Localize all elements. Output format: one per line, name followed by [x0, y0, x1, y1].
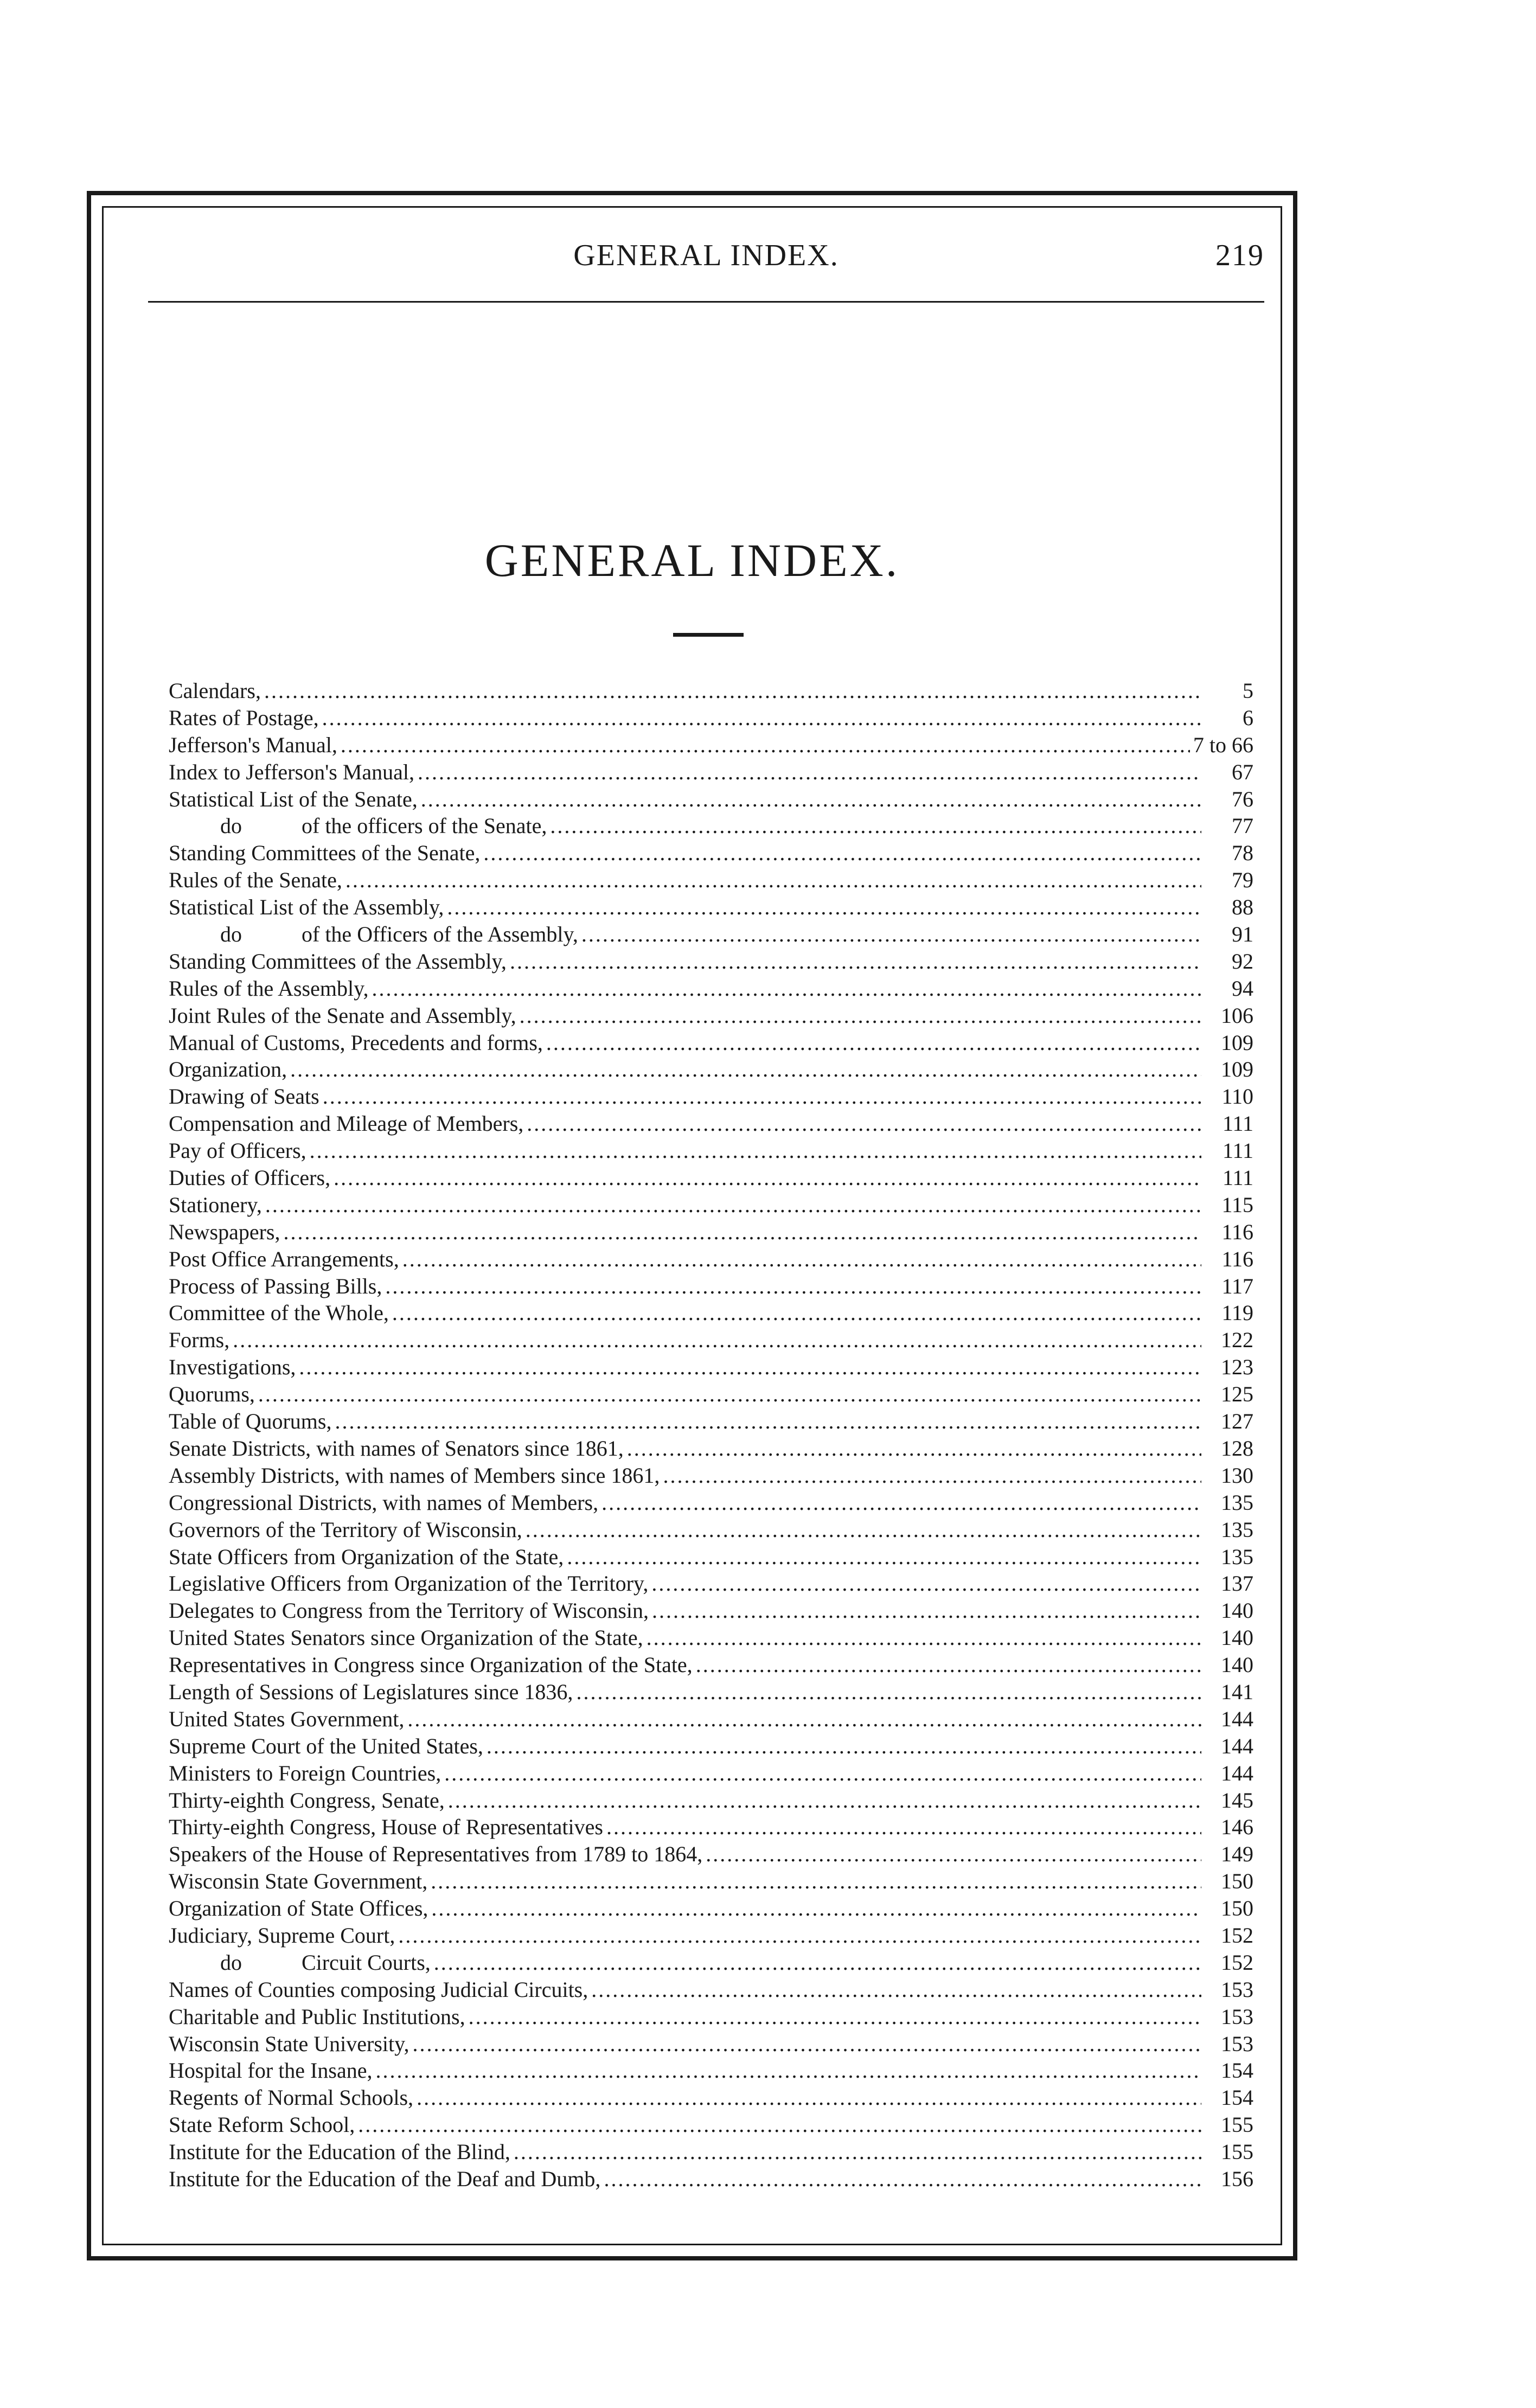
index-entry: [169, 1462, 1253, 1489]
index-entry-page: 140: [1221, 1625, 1253, 1650]
index-entry: [169, 1489, 1253, 1516]
index-entry-page: 135: [1221, 1544, 1253, 1569]
index-entry-label: [169, 1137, 306, 1164]
index-entry-label: [169, 2111, 355, 2138]
index-entry-label: [169, 1327, 229, 1354]
index-entry-label: [169, 2031, 409, 2058]
index-entry: [169, 786, 1253, 813]
index-entry-label-text: Governors of the Territory of Wisconsin,: [169, 1517, 522, 1542]
index-entry: [169, 921, 1253, 948]
index-entry-label-text: Standing Committees of the Assembly,: [169, 949, 507, 974]
index-entry-label-text: Length of Sessions of Legislatures since 1836,: [169, 1679, 573, 1704]
index-entry-label-text: Statistical List of the Senate,: [169, 786, 418, 811]
index-entry-label: [169, 705, 319, 732]
index-entry-label-text: Standing Committees of the Senate,: [169, 841, 481, 866]
index-entry-label: [169, 786, 418, 813]
index-entry-label: [169, 1976, 588, 2003]
index-entry-page: 144: [1221, 1760, 1253, 1785]
index-entry-label-text: Manual of Customs, Precedents and forms,: [169, 1030, 543, 1055]
index-entry: [169, 1624, 1253, 1651]
dot-leader: [576, 1679, 1201, 1706]
dot-leader: [421, 786, 1201, 813]
index-entry-label: [169, 975, 369, 1002]
index-entry: [169, 812, 1253, 840]
index-entry-label-text: Statistical List of the Assembly,: [169, 895, 444, 920]
index-entry-label-text: Table of Quorums,: [169, 1409, 332, 1434]
dot-leader: [264, 677, 1201, 705]
index-entry-label: [169, 1056, 287, 1083]
dot-leader: [431, 1868, 1201, 1895]
index-entry-label: [169, 1544, 564, 1571]
index-entry-page: 155: [1221, 2140, 1253, 2164]
index-entry: [169, 759, 1253, 786]
index-entry-label-text: of the officers of the Senate,: [302, 814, 547, 838]
index-entry-page: 140: [1221, 1598, 1253, 1623]
index-entry-page: 154: [1221, 2058, 1253, 2083]
index-entry: [169, 975, 1253, 1002]
index-entry-label: [169, 2084, 413, 2111]
index-entry-page: 155: [1221, 2112, 1253, 2137]
index-entry-page: 135: [1221, 1490, 1253, 1515]
index-entry-label-text: Index to Jefferson's Manual,: [169, 759, 415, 784]
index-entry-page: 152: [1221, 1950, 1253, 1975]
dot-leader: [696, 1651, 1201, 1679]
index-entry-page: 111: [1222, 1111, 1253, 1136]
dot-leader: [265, 1192, 1201, 1219]
index-entry-page: 111: [1222, 1165, 1253, 1190]
index-entry-label: [169, 1489, 598, 1516]
index-entry-label: [169, 1922, 395, 1949]
index-entry: [169, 894, 1253, 921]
index-entry-label-text: Ministers to Foreign Countries,: [169, 1760, 441, 1785]
index-entry: [169, 1056, 1253, 1083]
index-entry: [169, 840, 1253, 867]
index-entry: [169, 705, 1253, 732]
index-entry-label: [169, 1299, 389, 1327]
index-entry-label-text: of the Officers of the Assembly,: [302, 922, 578, 947]
index-entry-label-text: Thirty-eighth Congress, House of Representatives: [169, 1815, 603, 1840]
index-entry-page: 94: [1232, 976, 1253, 1001]
index-entry-page: 152: [1221, 1923, 1253, 1948]
page-border-inner: [102, 206, 1282, 2245]
index-entry-label-text: Investigations,: [169, 1355, 296, 1380]
dot-leader: [527, 1110, 1201, 1137]
index-entry-label-text: United States Senators since Organization of the State,: [169, 1625, 643, 1650]
index-entry: [169, 1706, 1253, 1733]
dot-leader: [372, 975, 1202, 1002]
index-entry-label: [169, 1002, 516, 1029]
dot-leader: [413, 2031, 1201, 2058]
index-entry: [169, 1570, 1253, 1597]
index-entry-ditto: do: [220, 1950, 242, 1975]
index-entry-page: 76: [1232, 786, 1253, 811]
dot-leader: [627, 1435, 1201, 1462]
dot-leader: [647, 1624, 1201, 1651]
index-entry-label: [169, 1787, 445, 1814]
dot-leader: [358, 2111, 1201, 2138]
index-entry: [169, 1192, 1253, 1219]
index-entry-label-text: United States Government,: [169, 1706, 405, 1731]
dot-leader: [310, 1137, 1201, 1164]
index-entry-label: [169, 1868, 427, 1895]
dot-leader: [487, 1733, 1201, 1760]
index-entry-page: 127: [1221, 1409, 1253, 1434]
dot-leader: [550, 812, 1201, 840]
dot-leader: [345, 867, 1201, 894]
index-entry-label: [169, 1192, 262, 1219]
dot-leader: [258, 1381, 1201, 1408]
index-entry-label: [169, 1597, 649, 1624]
page-border-outer: [87, 191, 1297, 2260]
index-entry: [169, 1002, 1253, 1029]
index-entry-page: 122: [1221, 1328, 1253, 1353]
index-entry: [169, 2057, 1253, 2084]
index-entry: [169, 1435, 1253, 1462]
dot-leader: [448, 1787, 1201, 1814]
index-entry-page: 106: [1221, 1003, 1253, 1028]
dot-leader: [398, 1922, 1201, 1949]
dot-leader: [567, 1544, 1201, 1571]
dot-leader: [651, 1570, 1201, 1597]
index-entry-label: [169, 1516, 522, 1544]
running-head: [148, 238, 1264, 287]
index-entry-label-text: Wisconsin State University,: [169, 2031, 409, 2056]
index-entry-label: [169, 948, 507, 975]
index-entry-page: 91: [1232, 922, 1253, 947]
index-entry: [169, 1841, 1253, 1868]
index-entry-page: 128: [1221, 1436, 1253, 1461]
index-entry-page: 109: [1221, 1030, 1253, 1055]
index-entry: [169, 1029, 1253, 1056]
index-entry-page: 119: [1221, 1301, 1253, 1325]
index-list: [169, 677, 1253, 2193]
index-entry-label: [169, 1679, 573, 1706]
index-entry-label-text: Joint Rules of the Senate and Assembly,: [169, 1003, 516, 1028]
index-entry-label-text: Rules of the Assembly,: [169, 976, 369, 1001]
index-entry-label-text: Charitable and Public Institutions,: [169, 2004, 465, 2029]
dot-leader: [290, 1056, 1201, 1083]
dot-leader: [546, 1029, 1201, 1056]
dot-leader: [392, 1299, 1201, 1327]
index-entry: [169, 1895, 1253, 1922]
index-entry-label: [169, 2166, 600, 2193]
index-entry-page: 153: [1221, 1977, 1253, 2002]
dot-leader: [341, 732, 1190, 759]
dot-leader: [581, 921, 1201, 948]
index-entry-label: [169, 1651, 693, 1679]
index-entry-label: [169, 1814, 603, 1841]
title-dash-rule: [673, 633, 744, 637]
dot-leader: [418, 759, 1201, 786]
index-entry-label-text: Post Office Arrangements,: [169, 1246, 399, 1271]
index-entry-label: [169, 1949, 431, 1976]
index-entry-page: 145: [1221, 1788, 1253, 1813]
index-entry-label: [169, 812, 547, 840]
index-entry-page: 6: [1243, 705, 1253, 730]
index-entry-page: 130: [1221, 1463, 1253, 1488]
index-entry-label: [169, 1164, 330, 1192]
dot-leader: [402, 1246, 1201, 1273]
index-entry: [169, 1760, 1253, 1787]
index-entry-label-text: Representatives in Congress since Organization of the State,: [169, 1653, 693, 1677]
index-entry: [169, 1273, 1253, 1300]
index-entry-label-text: Institute for the Education of the Deaf and Dumb,: [169, 2166, 601, 2191]
index-entry-label-text: Pay of Officers,: [169, 1138, 306, 1163]
index-entry: [169, 1787, 1253, 1814]
dot-leader: [334, 1164, 1201, 1192]
index-entry: [169, 677, 1253, 705]
index-entry-label: [169, 1841, 702, 1868]
index-entry-page: 115: [1221, 1192, 1253, 1217]
index-entry: [169, 1868, 1253, 1895]
index-entry-label: [169, 732, 337, 759]
index-entry: [169, 1083, 1253, 1110]
dot-leader: [606, 1814, 1201, 1841]
index-entry: [169, 2111, 1253, 2138]
index-entry: [169, 1381, 1253, 1408]
index-entry-label: [169, 1706, 404, 1733]
index-entry: [169, 1327, 1253, 1354]
dot-leader: [483, 840, 1201, 867]
index-entry-label-text: Legislative Officers from Organization of the Territory,: [169, 1571, 649, 1596]
index-entry-label: [169, 1435, 624, 1462]
index-entry-page: 116: [1221, 1246, 1253, 1271]
dot-leader: [514, 2138, 1201, 2166]
index-entry-label: [169, 677, 261, 705]
dot-leader: [431, 1895, 1201, 1922]
dot-leader: [385, 1273, 1201, 1300]
dot-leader: [520, 1002, 1201, 1029]
index-entry-page: 123: [1221, 1355, 1253, 1380]
index-entry: [169, 1733, 1253, 1760]
index-entry: [169, 1516, 1253, 1544]
index-entry-label-text: Hospital for the Insane,: [169, 2058, 373, 2083]
index-entry: [169, 1408, 1253, 1435]
index-entry-label-text: Delegates to Congress from the Territory of Wisconsin,: [169, 1598, 649, 1623]
index-entry-page: 125: [1221, 1382, 1253, 1407]
index-entry-label-text: Congressional Districts, with names of Members,: [169, 1490, 599, 1515]
dot-leader: [375, 2057, 1201, 2084]
index-entry-label-text: Thirty-eighth Congress, Senate,: [169, 1788, 445, 1813]
index-entry-label-text: Jefferson's Manual,: [169, 732, 337, 757]
dot-leader: [444, 1760, 1201, 1787]
index-entry-label-text: Drawing of Seats: [169, 1084, 319, 1109]
index-entry-page: 144: [1221, 1733, 1253, 1758]
index-entry-page: 5: [1243, 678, 1253, 703]
index-entry-label: [169, 1083, 319, 1110]
index-entry-label: [169, 1570, 648, 1597]
page-number: 219: [1215, 239, 1264, 272]
index-entry-label-text: Process of Passing Bills,: [169, 1273, 382, 1298]
index-entry-label-text: Quorums,: [169, 1382, 255, 1407]
index-entry-label: [169, 1029, 543, 1056]
index-entry-page: 111: [1222, 1138, 1253, 1163]
index-entry-label-text: Supreme Court of the United States,: [169, 1733, 483, 1758]
index-entry-ditto: do: [220, 922, 242, 947]
dot-leader: [601, 1489, 1201, 1516]
index-entry-label-text: Forms,: [169, 1328, 230, 1353]
index-entry-label: [169, 921, 578, 948]
index-entry: [169, 1246, 1253, 1273]
dot-leader: [447, 894, 1201, 921]
index-entry: [169, 1976, 1253, 2003]
index-entry-label: [169, 1273, 382, 1300]
index-entry-page: 135: [1221, 1517, 1253, 1542]
index-entry-label-text: Duties of Officers,: [169, 1165, 331, 1190]
index-entry-label-text: Stationery,: [169, 1192, 262, 1217]
index-entry-label: [169, 867, 342, 894]
index-entry-label: [169, 2003, 465, 2031]
index-entry-label: [169, 894, 444, 921]
dot-leader: [706, 1841, 1201, 1868]
index-entry-ditto: do: [220, 814, 242, 838]
index-entry-page: 154: [1221, 2085, 1253, 2110]
index-entry-label-text: Organization of State Offices,: [169, 1896, 428, 1921]
index-entry-label-text: Rates of Postage,: [169, 705, 319, 730]
index-entry: [169, 2003, 1253, 2031]
dot-leader: [322, 705, 1201, 732]
dot-leader: [591, 1976, 1201, 2003]
index-entry: [169, 1137, 1253, 1164]
index-entry-label: [169, 2138, 510, 2166]
index-entry-label: [169, 1462, 660, 1489]
index-entry-page: 153: [1221, 2031, 1253, 2056]
index-entry-page: 92: [1232, 949, 1253, 974]
index-entry-label-text: Judiciary, Supreme Court,: [169, 1923, 395, 1948]
dot-leader: [233, 1327, 1201, 1354]
index-entry-label: [169, 2057, 372, 2084]
index-entry-label-text: Compensation and Mileage of Members,: [169, 1111, 524, 1136]
index-entry-label-text: Committee of the Whole,: [169, 1301, 389, 1325]
index-entry: [169, 1354, 1253, 1381]
index-entry-label: [169, 1408, 331, 1435]
index-entry: [169, 732, 1253, 759]
index-entry-page: 78: [1232, 841, 1253, 866]
index-entry: [169, 1651, 1253, 1679]
dot-leader: [469, 2003, 1201, 2031]
dot-leader: [510, 948, 1201, 975]
dot-leader: [323, 1083, 1201, 1110]
index-entry-page: 110: [1221, 1084, 1253, 1109]
index-entry: [169, 2084, 1253, 2111]
index-entry: [169, 1679, 1253, 1706]
dot-leader: [526, 1516, 1201, 1544]
index-entry-label: [169, 1760, 441, 1787]
dot-leader: [663, 1462, 1201, 1489]
index-entry-label-text: Senate Districts, with names of Senators since 1861,: [169, 1436, 624, 1461]
index-entry-label: [169, 759, 414, 786]
index-entry: [169, 1219, 1253, 1246]
index-entry-page: 146: [1221, 1815, 1253, 1840]
index-entry-label-text: Calendars,: [169, 678, 261, 703]
index-entry-page: 117: [1221, 1273, 1253, 1298]
index-entry-label-text: Circuit Courts,: [302, 1950, 431, 1975]
index-entry-label: [169, 840, 480, 867]
index-entry: [169, 2031, 1253, 2058]
index-entry-label: [169, 1110, 523, 1137]
index-title: GENERAL INDEX.: [484, 534, 900, 586]
index-entry: [169, 1110, 1253, 1137]
index-entry-label-text: Newspapers,: [169, 1219, 280, 1244]
index-entry-page: 77: [1232, 814, 1253, 838]
dot-leader: [284, 1219, 1202, 1246]
index-entry-label: [169, 1733, 483, 1760]
index-entry-label: [169, 1624, 643, 1651]
index-entry-page: 116: [1221, 1219, 1253, 1244]
index-entry-label: [169, 1895, 428, 1922]
index-entry: [169, 948, 1253, 975]
index-entry: [169, 1164, 1253, 1192]
index-entry-page: 153: [1221, 2004, 1253, 2029]
index-entry-page: 150: [1221, 1869, 1253, 1894]
index-entry: [169, 1949, 1253, 1976]
running-head-rule: [148, 301, 1264, 303]
index-entry-page: 141: [1221, 1679, 1253, 1704]
index-entry-label-text: Speakers of the House of Representatives from 1789 to 1864,: [169, 1842, 703, 1867]
index-entry: [169, 1597, 1253, 1624]
index-entry: [169, 2166, 1253, 2193]
index-entry-label: [169, 1219, 280, 1246]
index-entry-label-text: Organization,: [169, 1057, 287, 1082]
index-entry: [169, 1544, 1253, 1571]
index-entry-label: [169, 1354, 296, 1381]
index-entry-page: 67: [1232, 759, 1253, 784]
index-entry: [169, 2138, 1253, 2166]
dot-leader: [299, 1354, 1201, 1381]
index-entry-page: 149: [1221, 1842, 1253, 1867]
index-entry-page: 79: [1232, 868, 1253, 893]
index-entry-page: 150: [1221, 1896, 1253, 1921]
index-entry-label: [169, 1246, 399, 1273]
dot-leader: [604, 2166, 1201, 2193]
index-entry-page: 7 to 66: [1193, 732, 1253, 757]
running-head-title: GENERAL INDEX.: [573, 239, 839, 272]
index-entry-page: 140: [1221, 1653, 1253, 1677]
index-entry-label-text: Regents of Normal Schools,: [169, 2085, 414, 2110]
dot-leader: [407, 1706, 1201, 1733]
index-entry-page: 156: [1221, 2166, 1253, 2191]
index-entry-label-text: Assembly Districts, with names of Members since 1861,: [169, 1463, 660, 1488]
index-entry-label-text: Institute for the Education of the Blind,: [169, 2140, 510, 2164]
index-entry-label-text: State Officers from Organization of the State,: [169, 1544, 564, 1569]
index-entry-label-text: Wisconsin State Government,: [169, 1869, 428, 1894]
index-entry-page: 88: [1232, 895, 1253, 920]
index-entry: [169, 1922, 1253, 1949]
index-entry-page: 144: [1221, 1706, 1253, 1731]
index-entry: [169, 1299, 1253, 1327]
index-entry-label-text: State Reform School,: [169, 2112, 355, 2137]
dot-leader: [434, 1949, 1201, 1976]
dot-leader: [417, 2084, 1201, 2111]
dot-leader: [335, 1408, 1201, 1435]
dot-leader: [652, 1597, 1201, 1624]
index-entry-label-text: Names of Counties composing Judicial Circuits,: [169, 1977, 588, 2002]
index-entry-page: 109: [1221, 1057, 1253, 1082]
index-entry: [169, 1814, 1253, 1841]
index-entry-label: [169, 1381, 255, 1408]
index-entry-label-text: Rules of the Senate,: [169, 868, 342, 893]
index-entry: [169, 867, 1253, 894]
index-entry-page: 137: [1221, 1571, 1253, 1596]
